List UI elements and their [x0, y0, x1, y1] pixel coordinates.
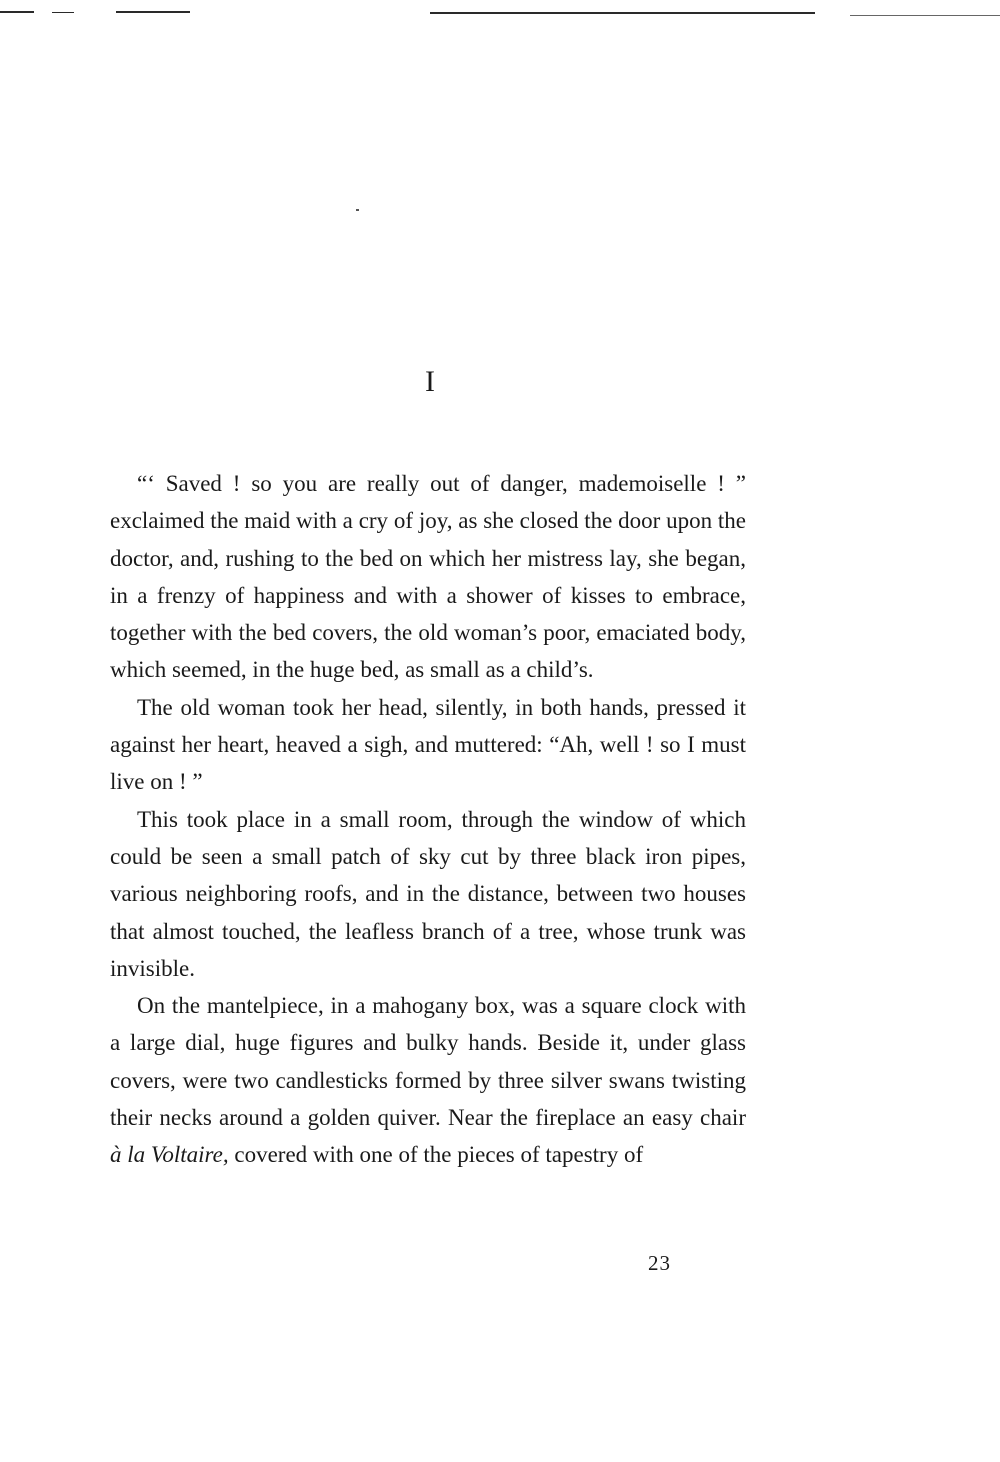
paragraph-2: The old woman took her head, silently, in both hands, pressed it against her heart, heaved a sigh, and muttered: “Ah, well ! so I must live on ! ”	[110, 694, 746, 795]
scan-speck	[356, 209, 359, 211]
paragraph-4-text-a: On the mantelpiece, in a mahogany box, was a square clock with a large dial, huge figures and bulky hands. Beside it, under glass covers, were two candlesticks formed by three silver swans twisting their necks around a golden quiver. Near the fireplace an easy chair	[110, 993, 746, 1131]
scan-edge-segment	[850, 15, 1000, 16]
paragraph-4-italic: à la Voltaire,	[110, 1142, 229, 1168]
scan-edge-segment	[430, 12, 815, 14]
scan-edge-segment	[0, 11, 34, 13]
paragraph-4	[110, 987, 746, 1173]
paragraph-1: “‘ Saved ! so you are really out of danger, mademoiselle ! ” exclaimed the maid with a cry of joy, as she closed the door upon the doctor, and, rushing to the bed on which her mistress lay, she began, in a frenzy of happiness and with a shower of kisses to embrace, together with the bed covers, the old woman’s poor, emaciated body, which seemed, in the huge bed, as small as a child’s.	[110, 471, 746, 683]
scan-edge-segment	[116, 11, 190, 13]
paragraph-3: This took place in a small room, through the window of which could be seen a small patch of sky cut by three black iron pipes, various neighboring roofs, and in the distance, between two houses that almost touched, the leafless branch of a tree, whose trunk was invisible.	[110, 806, 746, 981]
scan-edge-segment	[52, 12, 74, 13]
page-number: 23	[648, 1251, 671, 1275]
scan-edge-artifact	[0, 11, 1000, 17]
body-text	[110, 465, 746, 1174]
chapter-number: I	[425, 365, 435, 398]
paragraph-4-text-b: covered with one of the pieces of tapestry of	[228, 1142, 644, 1168]
